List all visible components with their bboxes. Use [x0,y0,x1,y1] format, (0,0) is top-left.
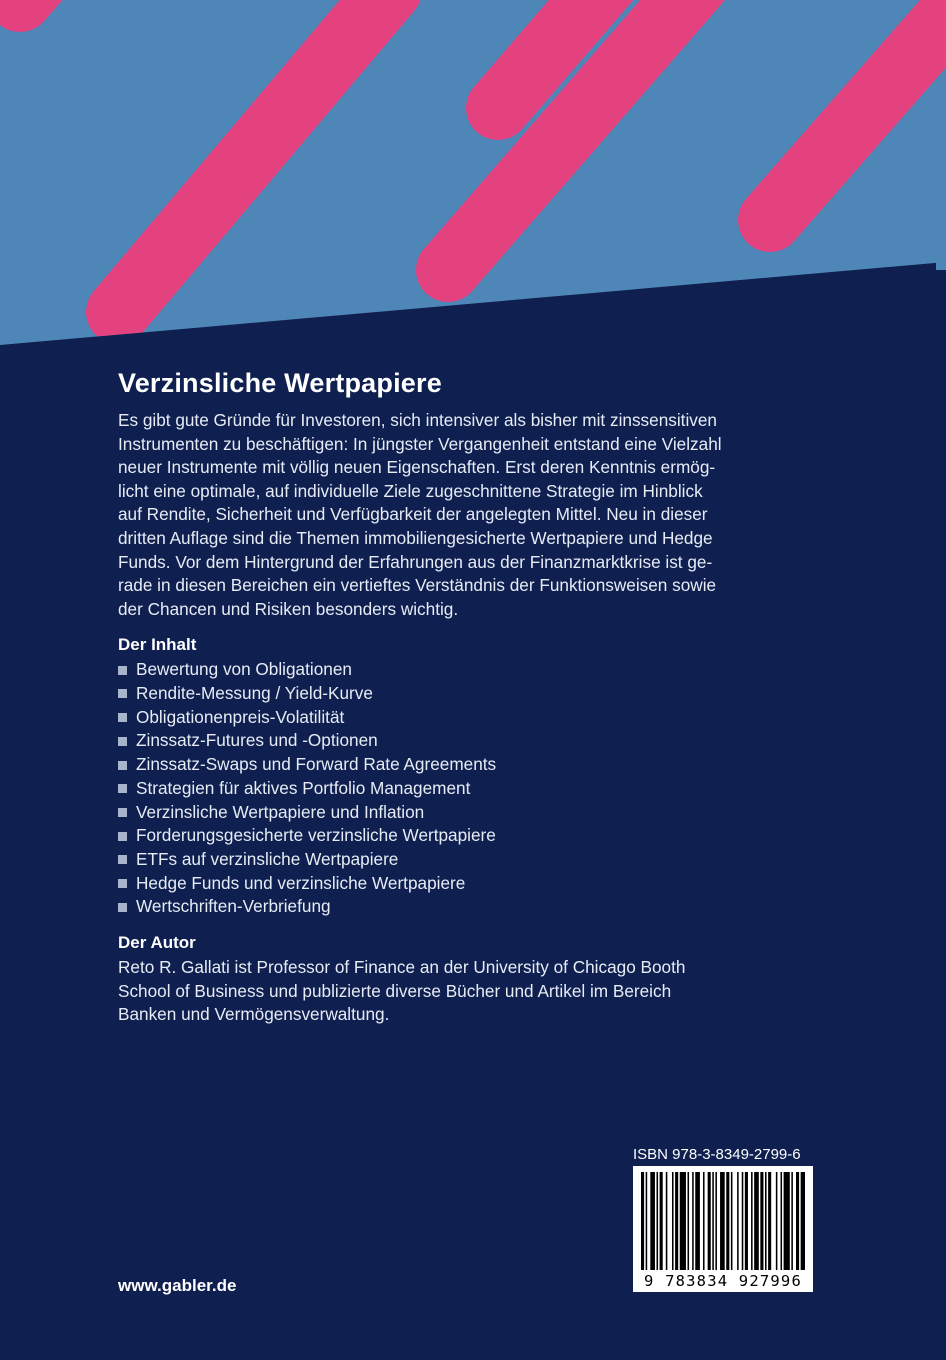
barcode-bar [781,1172,783,1270]
list-item-label: Bewertung von Obligationen [136,659,352,680]
bullet-square-icon [118,832,127,841]
list-item-label: Verzinsliche Wertpapiere und Inflation [136,801,425,822]
description-line: der Chancen und Risiken besonders wichtig. [118,598,459,619]
bullet-square-icon [118,666,127,675]
description-line: Es gibt gute Gründe für Investoren, sich intensiver als bisher mit zinssensitiven [118,410,717,430]
list-item-label: Strategien für aktives Portfolio Management [136,777,471,798]
list-item [118,729,798,753]
barcode-bar [712,1172,714,1270]
list-item [118,682,798,706]
barcode-bar [708,1172,711,1270]
bullet-square-icon [118,855,127,864]
description-line: rade in diesen Bereichen ein vertieftes Verständnis der Funktionsweisen sowie [118,575,717,596]
contents-list [118,658,798,919]
barcode-bar [745,1172,748,1270]
list-item [118,824,798,848]
list-item-label: Zinssatz-Futures und -Optionen [136,730,378,751]
list-item-label: Rendite-Messung / Yield-Kurve [136,683,373,704]
isbn-barcode [633,1166,813,1292]
list-item-label: Hedge Funds und verzinsliche Wertpapiere [136,872,466,893]
list-item-label: Obligationenpreis-Volatilität [136,706,345,727]
list-item [118,872,798,896]
barcode-bar [695,1172,700,1270]
barcode-bar [768,1172,771,1270]
description-line: Instrumenten zu beschäftigen: In jüngster Vergangenheit entstand eine Vielzahl [118,433,722,454]
list-item [118,777,798,801]
list-item-label: Forderungsgesicherte verzinsliche Wertpapiere [136,825,496,846]
barcode-bar [737,1172,739,1270]
barcode-bar [754,1172,759,1270]
barcode-bar [765,1172,767,1270]
list-item [118,658,798,682]
barcode-bar [751,1172,753,1270]
barcode-bar [641,1172,644,1270]
barcode-bar [650,1172,655,1270]
list-item-label: Zinssatz-Swaps und Forward Rate Agreements [136,754,497,775]
barcode-bar [776,1172,778,1270]
barcode-bar [796,1172,799,1270]
barcode-bar [731,1172,733,1270]
author-bio-line: School of Business und publizierte diverse Bücher und Artikel im Bereich [118,980,672,1001]
barcode-bar [675,1172,678,1270]
list-item [118,706,798,730]
contents-heading: Der Inhalt [118,635,197,655]
barcode-bar [672,1172,674,1270]
isbn-label: ISBN 978-3-8349-2799-6 [633,1146,801,1163]
barcode-bar [715,1172,717,1270]
bullet-square-icon [118,761,127,770]
list-item [118,753,798,777]
book-title: Verzinsliche Wertpapiere [118,368,442,398]
description-line: licht eine optimale, auf individuelle Ziele zugeschnittene Strategie im Hinblick [118,480,703,501]
barcode-bar [791,1172,793,1270]
barcode-bar [680,1172,686,1270]
book-description [118,409,798,621]
barcode-bar [660,1172,663,1270]
list-item [118,848,798,872]
bullet-square-icon [118,784,127,793]
bullet-square-icon [118,903,127,912]
bullet-square-icon [118,808,127,817]
author-bio-line: Banken und Vermögensverwaltung. [118,1004,390,1025]
bullet-square-icon [118,689,127,698]
barcode-bar [666,1172,668,1270]
publisher-website[interactable]: www.gabler.de [118,1276,237,1295]
bullet-square-icon [118,713,127,722]
author-heading: Der Autor [118,933,196,953]
description-line: auf Rendite, Sicherheit und Verfügbarkeit der angelegten Mittel. Neu in dieser [118,504,708,525]
list-item-label: ETFs auf verzinsliche Wertpapiere [136,848,399,869]
list-item [118,895,798,919]
description-line: neuer Instrumente mit völlig neuen Eigenschaften. Erst deren Kenntnis ermög- [118,457,716,478]
barcode-bar [726,1172,729,1270]
cover-header-graphic [0,0,946,360]
barcode-bar [688,1172,690,1270]
description-line: Funds. Vor dem Hintergrund der Erfahrungen aus der Finanzmarktkrise ist ge- [118,551,713,572]
barcode-bar [720,1172,725,1270]
barcode-number: 9 783834 927996 [644,1272,802,1290]
list-item [118,801,798,825]
barcode-bar [657,1172,659,1270]
author-bio-line: Reto R. Gallati ist Professor of Finance an der University of Chicago Booth [118,957,686,978]
barcode-bar [692,1172,694,1270]
description-line: dritten Auflage sind die Themen immobiliengesicherte Wertpapiere und Hedge [118,527,713,548]
barcode-bar [742,1172,744,1270]
back-cover-content [118,368,798,1027]
bullet-square-icon [118,737,127,746]
barcode-bar [646,1172,648,1270]
barcode-bar [760,1172,763,1270]
barcode-bar [784,1172,790,1270]
diagonal-stripes-graphic [0,0,946,360]
bullet-square-icon [118,879,127,888]
barcode-bar [801,1172,805,1270]
list-item-label: Wertschriften-Verbriefung [136,896,331,917]
barcode-bar [703,1172,705,1270]
author-bio [118,956,798,1027]
header-edge-tab [936,210,946,270]
